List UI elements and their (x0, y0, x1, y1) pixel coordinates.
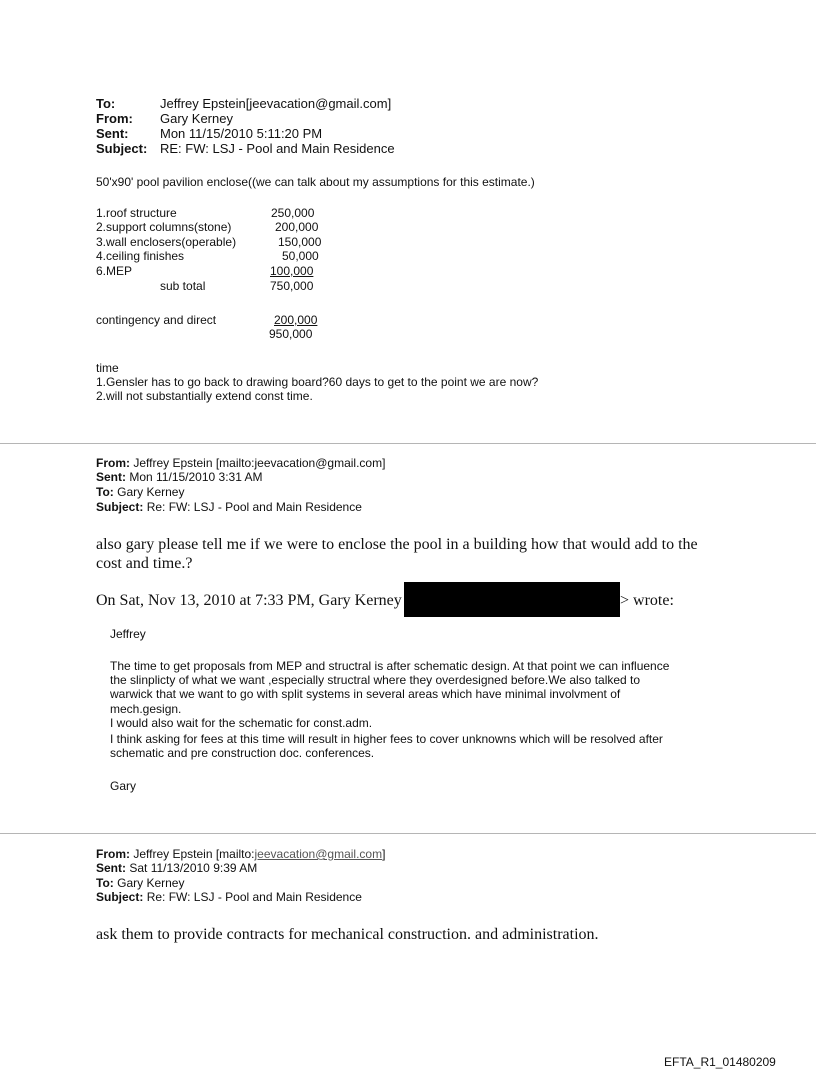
time-line: 2.will not substantially extend const time. (96, 389, 313, 403)
subtotal-label: sub total (160, 279, 206, 293)
email3-body: ask them to provide contracts for mechanical construction. and administration. (96, 926, 599, 943)
email1-intro: 50'x90' pool pavilion enclose((we can talk about my assumptions for this estimate.) (96, 175, 535, 189)
to-label: To: (96, 485, 114, 499)
email2-body-line: cost and time.? (96, 555, 193, 572)
from-label: From: (96, 847, 130, 861)
subject-value: Re: FW: LSJ - Pool and Main Residence (146, 500, 362, 514)
sent-label: Sent: (96, 126, 129, 141)
quoted-greeting: Jeffrey (110, 627, 146, 641)
estimate-value: 50,000 (282, 249, 319, 263)
estimate-item: 2.support columns(stone) (96, 220, 232, 234)
quoted-line: mech.gesign. (110, 702, 182, 716)
quote-intro: On Sat, Nov 13, 2010 at 7:33 PM, Gary Kerney (96, 592, 402, 609)
estimate-item: 3.wall enclosers(operable) (96, 235, 237, 249)
separator (0, 443, 816, 444)
from-value: Gary Kerney (160, 111, 233, 126)
time-heading: time (96, 361, 119, 375)
sent-value: Mon 11/15/2010 3:31 AM (129, 470, 263, 484)
sent-line (96, 470, 263, 484)
quoted-line: The time to get proposals from MEP and structral is after schematic design. At that point we can influence (110, 659, 670, 673)
sent-label: Sent: (96, 470, 126, 484)
estimate-value: 250,000 (271, 206, 315, 220)
subject-label: Subject: (96, 890, 144, 904)
subject-value: Re: FW: LSJ - Pool and Main Residence (146, 890, 362, 904)
estimate-item: 1.roof structure (96, 206, 177, 220)
quote-intro-end: > wrote: (620, 592, 674, 609)
from-prefix: Jeffrey Epstein [mailto: (133, 847, 255, 861)
quoted-line: I think asking for fees at this time will result in higher fees to cover unknowns which will be resolved after (110, 732, 663, 746)
quoted-line: the slinplicty of what we want ,especially structral where they overdesigned before.We also talked to (110, 673, 641, 687)
to-label: To: (96, 876, 114, 890)
to-value: Gary Kerney (117, 485, 185, 499)
estimate-item: 4.ceiling finishes (96, 249, 185, 263)
subtotal-value: 750,000 (270, 279, 314, 293)
email2-body-line: also gary please tell me if we were to enclose the pool in a building how that would add to the (96, 536, 698, 553)
estimate-value: 200,000 (275, 220, 319, 234)
estimate-value: 150,000 (278, 235, 322, 249)
quoted-line: I would also wait for the schematic for const.adm. (110, 716, 373, 730)
subject-line (96, 500, 362, 514)
contingency-value: 200,000 (274, 313, 318, 327)
from-line (96, 847, 385, 861)
sent-value: Mon 11/15/2010 5:11:20 PM (160, 126, 323, 141)
sent-label: Sent: (96, 861, 126, 875)
subject-value: RE: FW: LSJ - Pool and Main Residence (160, 141, 395, 156)
from-value: Jeffrey Epstein [mailto:jeevacation@gmail.com] (133, 456, 386, 470)
sent-value: Sat 11/13/2010 9:39 AM (129, 861, 258, 875)
quoted-line: warwick that we want to go with split systems in several areas which have minimal involvment of (110, 687, 621, 701)
from-label: From: (96, 456, 130, 470)
to-line (96, 485, 184, 499)
to-value: Gary Kerney (117, 876, 185, 890)
separator (0, 833, 816, 834)
redaction-block (404, 582, 620, 617)
to-label: To: (96, 96, 116, 111)
from-line (96, 456, 385, 470)
contingency-label: contingency and direct (96, 313, 217, 327)
document-id: EFTA_R1_01480209 (664, 1055, 776, 1069)
to-line (96, 876, 184, 890)
total-value: 950,000 (269, 327, 313, 341)
subject-label: Subject: (96, 500, 144, 514)
email-link[interactable]: jeevacation@gmail.com (254, 847, 383, 861)
from-label: From: (96, 111, 133, 126)
subject-label: Subject: (96, 141, 148, 156)
subject-line (96, 890, 362, 904)
quoted-line: schematic and pre construction doc. conferences. (110, 746, 375, 760)
time-line: 1.Gensler has to go back to drawing board?60 days to get to the point we are now? (96, 375, 539, 389)
estimate-item: 6.MEP (96, 264, 133, 278)
from-suffix: ] (382, 847, 386, 861)
sent-line (96, 861, 257, 875)
to-value: Jeffrey Epstein[jeevacation@gmail.com] (160, 96, 392, 111)
estimate-value-underlined: 100,000 (270, 264, 314, 278)
quoted-signature: Gary (110, 779, 137, 793)
